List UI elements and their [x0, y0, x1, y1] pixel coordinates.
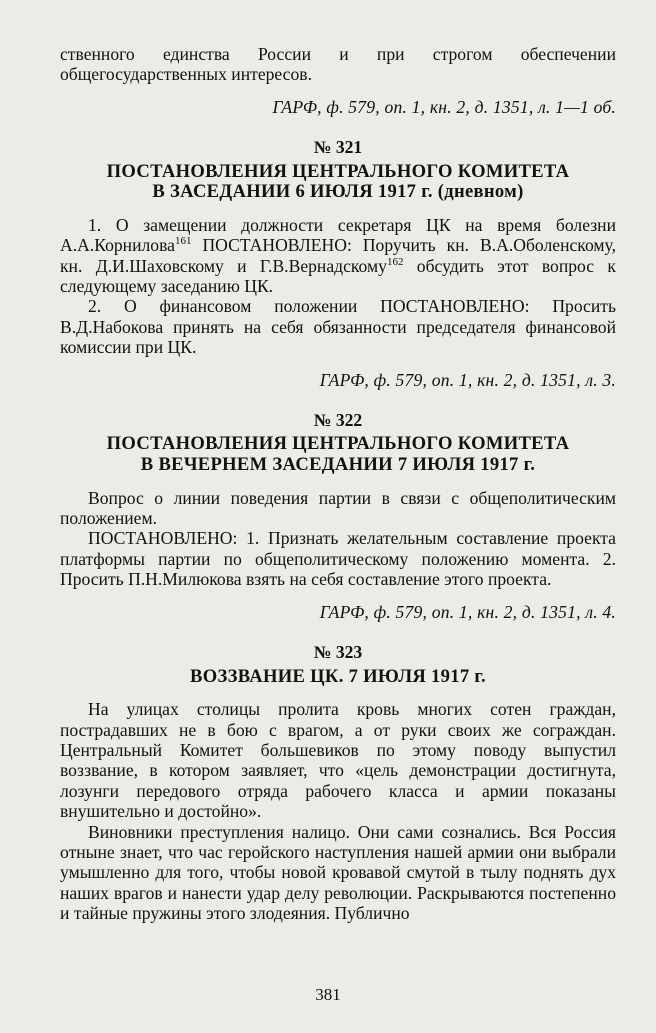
document-title-321 [60, 162, 616, 203]
archive-source-321: ГАРФ, ф. 579, оп. 1, кн. 2, д. 1351, л. 3. [319, 369, 616, 390]
archive-source-322: ГАРФ, ф. 579, оп. 1, кн. 2, д. 1351, л. 4. [319, 601, 616, 622]
paragraph-321-2: 2. О финансовом положении ПОСТАНОВЛЕНО: Просить В.Д.Набокова принять на себя обязанности председателя финансовой комиссии при ЦК. [60, 296, 616, 358]
paragraph-322-1: Вопрос о линии поведения партии в связи с общеполитическим положением. [60, 487, 616, 529]
title-322-line2: В ВЕЧЕРНЕМ ЗАСЕДАНИИ 7 ИЮЛЯ 1917 г. [140, 454, 536, 476]
archive-source-intro: ГАРФ, ф. 579, оп. 1, кн. 2, д. 1351, л. 1—1 об. [272, 96, 616, 117]
footnote-ref-162: 162 [386, 255, 404, 268]
paragraph-323-2: Виновники преступления налицо. Они сами сознались. Вся Россия отныне знает, что час геройского наступления нашей армии они выбрали умышленно для того, чтобы новой кровавой смутой в тылу поднять дух наших врагов и нанести удар делу революции. Раскрываются постепенно и тайные пружины этого злодеяния. Публично [60, 821, 616, 924]
intro-paragraph: ственного единства России и при строгом обеспечении общегосударственных интересов. [60, 44, 616, 85]
paragraph-323-1: На улицах столицы пролита кровь многих сотен граждан, пострадавших не в бою с врагом, а от руки своих же сограждан. Центральный Комитет большевиков по этому поводу выпустил воззвание, в котором заявляет, что «цель демонстрации достигнута, лозунги передового отряда рабочего класса и армии показаны внушительно и достойно». [60, 699, 616, 822]
paragraph-321-1 [60, 215, 616, 297]
footnote-ref-161: 161 [174, 235, 192, 248]
paragraph-321-1-part-b: ПОСТАНОВЛЕНО: Поручить кн. В.А.Оболенскому, кн. Д.И.Шаховскому и Г.В.Вернадскому [60, 235, 616, 276]
paragraph-321-1-part-a: 1. О замещении должности секретаря ЦК на время болезни А.А.Корнилова [60, 214, 616, 256]
document-title-322 [60, 434, 616, 475]
document-title-323 [60, 667, 616, 688]
document-number-322: № 322 [313, 410, 363, 431]
title-321-line1: ПОСТАНОВЛЕНИЯ ЦЕНТРАЛЬНОГО КОМИТЕТА [106, 160, 570, 182]
paragraph-321-1-part-c: обсудить этот вопрос к следующему заседанию ЦК. [60, 255, 616, 297]
title-322-line1: ПОСТАНОВЛЕНИЯ ЦЕНТРАЛЬНОГО КОМИТЕТА [106, 433, 570, 455]
page-content [60, 44, 616, 924]
title-321-line2: В ЗАСЕДАНИИ 6 ИЮЛЯ 1917 г. (дневном) [152, 181, 524, 203]
paragraph-322-2: ПОСТАНОВЛЕНО: 1. Признать желательным составление проекта платформы партии по общеполитическому положению момента. 2. Просить П.Н.Милюкова взять на себя составление этого проекта. [60, 528, 616, 590]
page-number: 381 [315, 985, 341, 1004]
document-number-323: № 323 [313, 642, 363, 663]
title-323-line1: ВОЗЗВАНИЕ ЦК. 7 ИЮЛЯ 1917 г. [190, 665, 486, 687]
document-number-321: № 321 [313, 137, 363, 158]
